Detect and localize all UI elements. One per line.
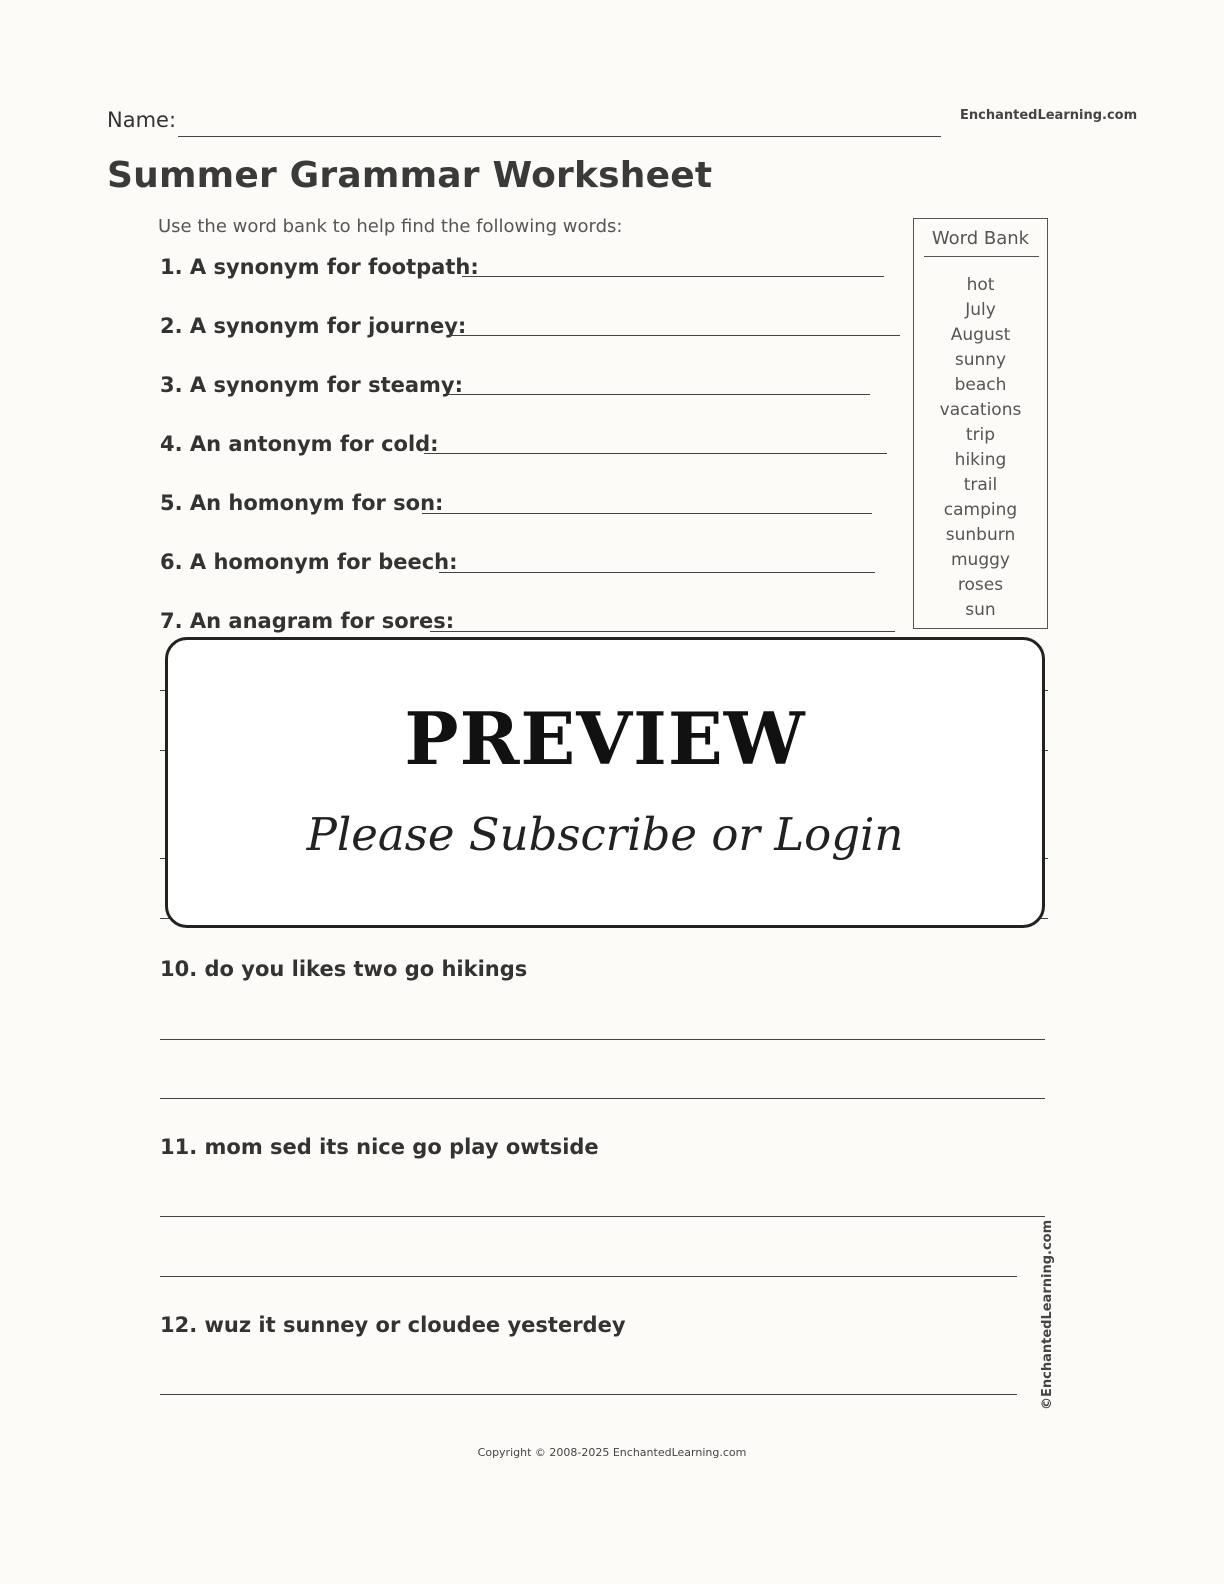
question-7: 7. An anagram for sores: xyxy=(160,609,455,633)
word-bank-divider xyxy=(924,256,1039,257)
answer-line-5 xyxy=(422,513,872,514)
question-5: 5. An homonym for son: xyxy=(160,491,444,515)
answer-line-2 xyxy=(450,335,900,336)
word-bank-item: July xyxy=(965,300,996,320)
copyright: Copyright © 2008-2025 EnchantedLearning.com xyxy=(477,1446,747,1459)
word-bank-item: sunny xyxy=(954,350,1007,370)
page-title: Summer Grammar Worksheet xyxy=(107,155,713,196)
vertical-copyright: ©EnchantedLearning.com xyxy=(1040,1219,1055,1410)
question-2: 2. A synonym for journey: xyxy=(160,314,467,338)
answer-line-4 xyxy=(424,453,887,454)
sentence-10: 10. do you likes two go hikings xyxy=(160,957,528,981)
sentence-11: 11. mom sed its nice go play owtside xyxy=(160,1135,599,1159)
word-bank-item: sunburn xyxy=(945,525,1016,545)
sentence-11-line-2 xyxy=(160,1276,1017,1277)
question-6: 6. A homonym for beech: xyxy=(160,550,458,574)
sentence-12-line-1 xyxy=(160,1394,1017,1395)
word-bank-item: sun xyxy=(965,600,996,620)
site-logo-text: EnchantedLearning.com xyxy=(960,108,1138,123)
word-bank-item: August xyxy=(950,325,1011,345)
question-1: 1. A synonym for footpath: xyxy=(160,255,479,279)
word-bank-title: Word Bank xyxy=(931,228,1030,249)
answer-line-6 xyxy=(439,572,875,573)
word-bank-item: vacations xyxy=(939,400,1022,420)
word-bank xyxy=(913,218,1048,629)
question-3: 3. A synonym for steamy: xyxy=(160,373,464,397)
word-bank-list xyxy=(914,273,1047,623)
sentence-10-line-2 xyxy=(160,1098,1045,1099)
question-4: 4. An antonym for cold: xyxy=(160,432,439,456)
answer-line-7 xyxy=(430,631,895,632)
word-bank-item: trail xyxy=(963,475,998,495)
name-label: Name: xyxy=(107,108,177,132)
name-line xyxy=(178,136,941,137)
sentence-11-line-1 xyxy=(160,1216,1045,1217)
answer-line-1 xyxy=(462,276,884,277)
word-bank-item: hiking xyxy=(954,450,1007,470)
word-bank-item: roses xyxy=(957,575,1004,595)
preview-overlay[interactable] xyxy=(165,637,1045,928)
answer-line-3 xyxy=(448,394,870,395)
preview-title: PREVIEW xyxy=(404,696,806,781)
word-bank-item: hot xyxy=(966,275,995,295)
word-bank-item: muggy xyxy=(951,550,1010,570)
sentence-12: 12. wuz it sunney or cloudee yesterdey xyxy=(160,1313,626,1337)
subscribe-login-prompt[interactable]: Please Subscribe or Login xyxy=(306,808,904,861)
word-bank-item: camping xyxy=(943,500,1018,520)
sentence-10-line-1 xyxy=(160,1039,1045,1040)
word-bank-item: trip xyxy=(965,425,996,445)
instructions: Use the word bank to help find the following words: xyxy=(158,216,623,237)
word-bank-item: beach xyxy=(954,375,1007,395)
